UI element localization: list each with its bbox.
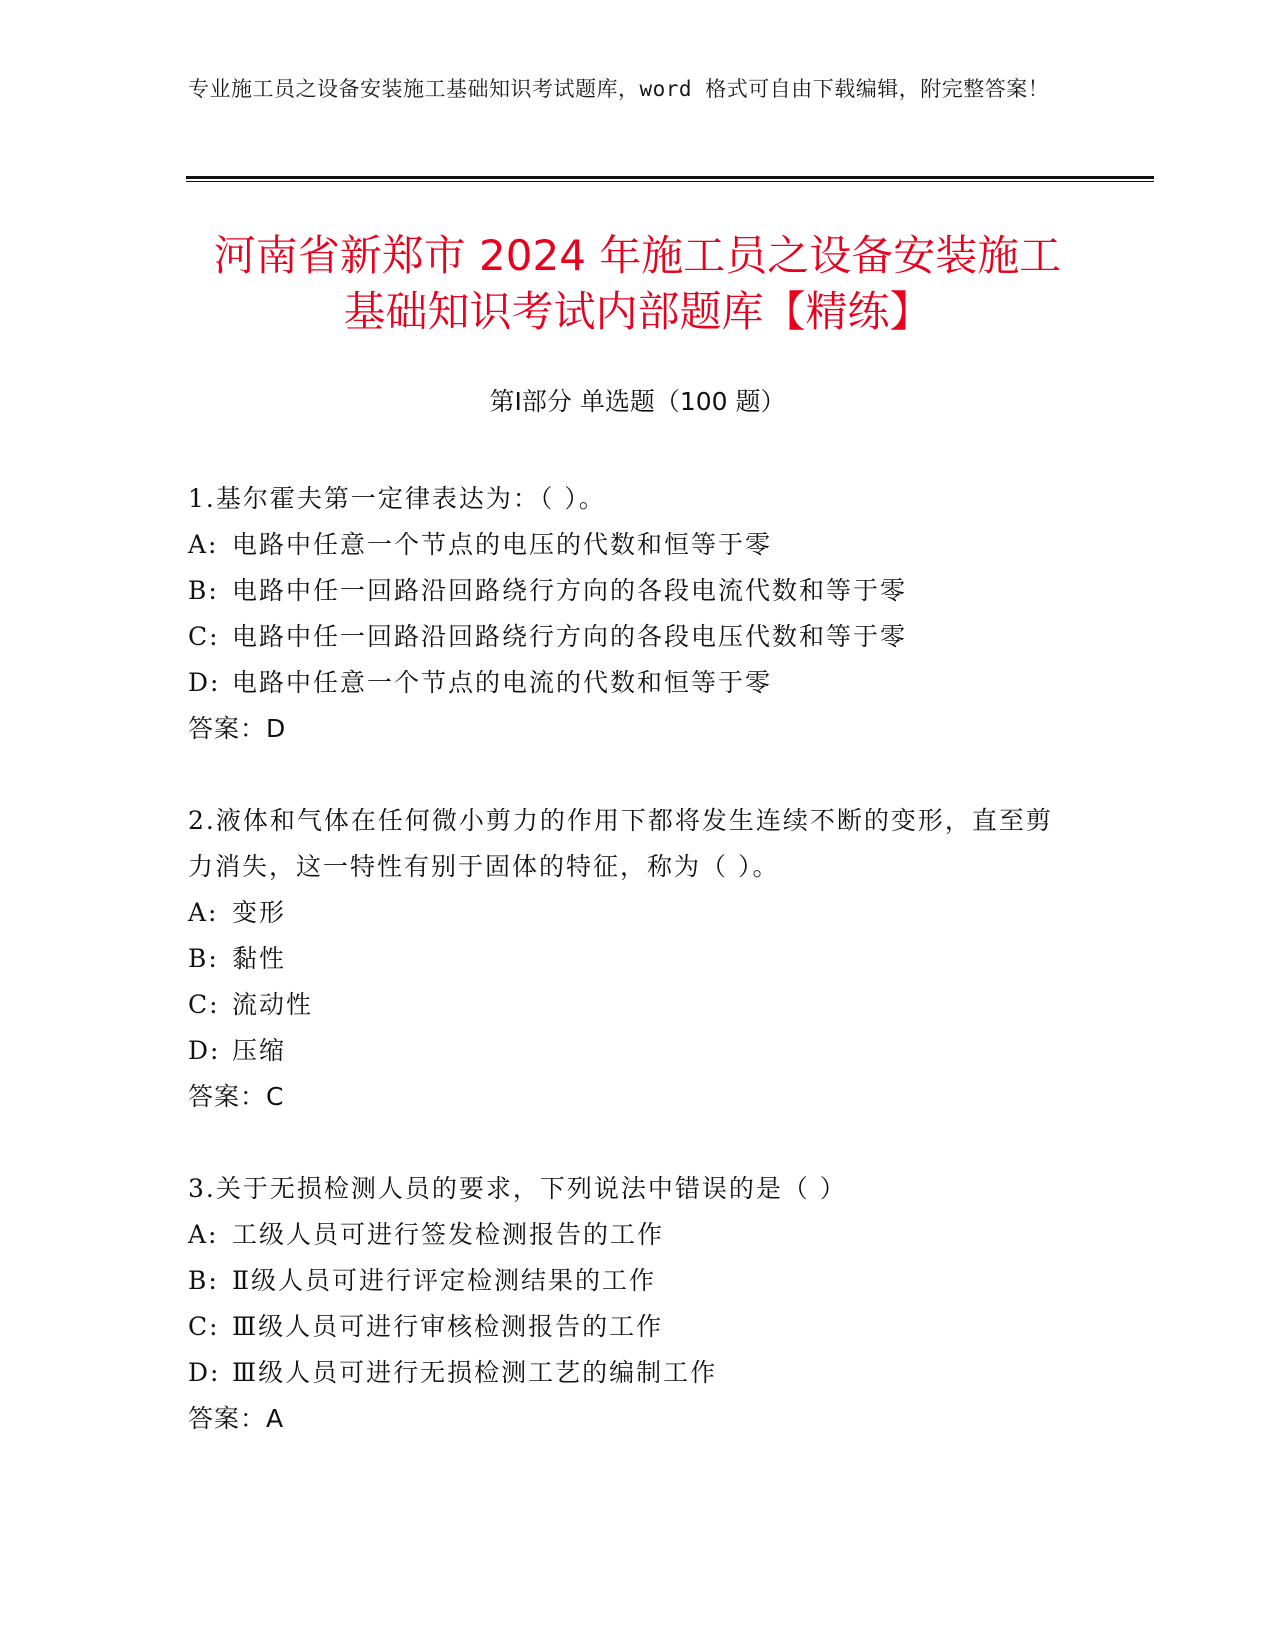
option-letter: B: <box>188 576 219 605</box>
option-text: 电路中任一回路沿回路绕行方向的各段电压代数和等于零 <box>232 622 908 651</box>
option-text: 黏性 <box>232 944 287 973</box>
option-letter: C: <box>188 990 220 1019</box>
option-d <box>188 1350 1068 1396</box>
answer-line: 答案：A <box>188 1404 285 1433</box>
option-letter: A: <box>188 898 219 927</box>
option-letter: A: <box>188 530 219 559</box>
option-a <box>188 890 1068 936</box>
option-letter: A: <box>188 1220 219 1249</box>
question-2 <box>188 798 1068 1120</box>
option-letter: B: <box>188 1266 219 1295</box>
option-text: Ⅱ级人员可进行评定检测结果的工作 <box>232 1266 656 1295</box>
option-letter: D: <box>188 1036 221 1065</box>
option-c <box>188 1304 1068 1350</box>
option-letter: C: <box>188 622 220 651</box>
question-3 <box>188 1166 1068 1442</box>
option-text: 变形 <box>232 898 287 927</box>
option-text: Ⅲ级人员可进行无损检测工艺的编制工作 <box>232 1358 718 1387</box>
document-title <box>150 228 1125 340</box>
question-stem: 2.液体和气体在任何微小剪力的作用下都将发生连续不断的变形，直至剪力消失，这一特性有别于固体的特征，称为（ ）。 <box>188 806 1053 881</box>
question-1 <box>188 476 1068 752</box>
option-c <box>188 614 1068 660</box>
question-stem: 3.关于无损检测人员的要求，下列说法中错误的是（ ） <box>188 1174 847 1203</box>
answer-line: 答案：D <box>188 714 287 743</box>
header-note: 专业施工员之设备安装施工基础知识考试题库，word 格式可自由下载编辑，附完整答案！ <box>188 77 1050 101</box>
option-text: 电路中任意一个节点的电压的代数和恒等于零 <box>232 530 773 559</box>
section-heading: 第Ⅰ部分 单选题（100 题） <box>489 387 786 416</box>
option-a <box>188 522 1068 568</box>
option-letter: D: <box>188 668 221 697</box>
option-letter: C: <box>188 1312 220 1341</box>
question-list <box>188 476 1068 1488</box>
option-text: 电路中任意一个节点的电流的代数和恒等于零 <box>232 668 773 697</box>
option-b <box>188 568 1068 614</box>
option-letter: D: <box>188 1358 221 1387</box>
question-stem: 1.基尔霍夫第一定律表达为：（ ）。 <box>188 484 606 513</box>
option-d <box>188 660 1068 706</box>
option-letter: B: <box>188 944 219 973</box>
option-text: 压缩 <box>232 1036 287 1065</box>
header-divider-thin <box>186 181 1154 182</box>
option-text: 电路中任一回路沿回路绕行方向的各段电流代数和等于零 <box>232 576 908 605</box>
option-text: 工级人员可进行签发检测报告的工作 <box>232 1220 665 1249</box>
title-line-2: 基础知识考试内部题库【精练】 <box>343 287 932 336</box>
option-text: 流动性 <box>232 990 314 1019</box>
option-text: Ⅲ级人员可进行审核检测报告的工作 <box>232 1312 664 1341</box>
answer-line: 答案：C <box>188 1082 285 1111</box>
title-line-1: 河南省新郑市 2024 年施工员之设备安装施工 <box>213 231 1062 280</box>
option-a <box>188 1212 1068 1258</box>
option-b <box>188 1258 1068 1304</box>
option-c <box>188 982 1068 1028</box>
option-b <box>188 936 1068 982</box>
option-d <box>188 1028 1068 1074</box>
header-divider-thick <box>186 176 1154 179</box>
